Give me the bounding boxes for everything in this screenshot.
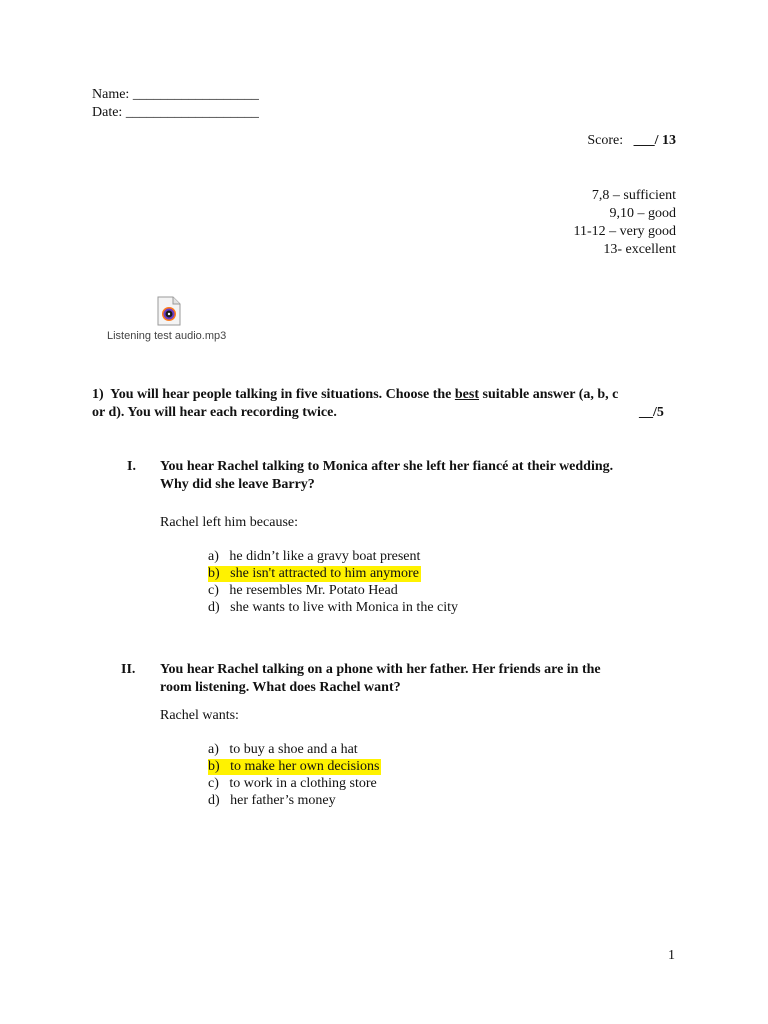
question-numeral: I. <box>127 459 136 474</box>
option-letter: a) <box>208 742 219 757</box>
audio-file-icon[interactable] <box>157 296 181 326</box>
answer-option[interactable] <box>208 583 398 599</box>
task1-number: 1) <box>92 387 104 402</box>
grading-item: 11-12 – very good <box>573 224 676 239</box>
option-text: to make her own decisions <box>230 759 380 774</box>
answer-option[interactable] <box>208 776 377 792</box>
question-text-line: You hear Rachel talking to Monica after she left her fiancé at their wedding. <box>160 459 614 474</box>
score-total: / 13 <box>654 133 676 148</box>
task1-text-pre: You will hear people talking in five situations. Choose the <box>110 387 455 402</box>
date-field-line <box>92 105 259 121</box>
option-text: she wants to live with Monica in the city <box>230 600 459 615</box>
option-text: he didn’t like a gravy boat present <box>229 549 421 564</box>
option-letter: c) <box>208 583 219 598</box>
option-letter: b) <box>208 759 220 774</box>
grading-item: 13- excellent <box>603 242 676 257</box>
task1-line1 <box>92 387 618 403</box>
name-field-line <box>92 87 259 103</box>
score-label: Score: <box>587 133 624 148</box>
question-stem: Rachel wants: <box>160 708 239 723</box>
name-blank: __________________ <box>132 87 259 102</box>
task1-points: __/5 <box>639 405 664 420</box>
task1-text-post: suitable answer (a, b, c <box>479 387 619 402</box>
answer-option[interactable] <box>208 742 358 758</box>
option-letter: c) <box>208 776 219 791</box>
grading-item: 7,8 – sufficient <box>591 188 676 203</box>
task1-line2: or d). You will hear each recording twice. <box>92 405 337 420</box>
score-blank: ___ <box>633 133 655 148</box>
question-text-line: room listening. What does Rachel want? <box>160 680 401 695</box>
question-stem: Rachel left him because: <box>160 515 298 530</box>
answer-option-highlighted[interactable] <box>208 566 421 582</box>
option-text: to work in a clothing store <box>229 776 377 791</box>
grading-item: 9,10 – good <box>609 206 676 221</box>
option-letter: d) <box>208 793 220 808</box>
page-number: 1 <box>668 948 675 963</box>
option-letter: a) <box>208 549 219 564</box>
option-letter: b) <box>208 566 220 581</box>
option-text: he resembles Mr. Potato Head <box>229 583 398 598</box>
option-text: to buy a shoe and a hat <box>229 742 358 757</box>
date-label: Date: <box>92 105 123 120</box>
date-blank: ___________________ <box>125 105 259 120</box>
question-text-line: You hear Rachel talking on a phone with her father. Her friends are in the <box>160 662 601 677</box>
question-text-line: Why did she leave Barry? <box>160 477 315 492</box>
answer-option-highlighted[interactable] <box>208 759 381 775</box>
option-text: her father’s money <box>230 793 336 808</box>
option-text: she isn't attracted to him anymore <box>230 566 419 581</box>
answer-option[interactable] <box>208 549 420 565</box>
task1-emphasis: best <box>454 387 480 402</box>
question-numeral: II. <box>121 662 136 677</box>
answer-option[interactable] <box>208 793 336 809</box>
option-letter: d) <box>208 600 220 615</box>
name-label: Name: <box>92 87 130 102</box>
score-line <box>587 133 676 149</box>
answer-option[interactable] <box>208 600 458 616</box>
audio-filename[interactable]: Listening test audio.mp3 <box>107 330 227 342</box>
